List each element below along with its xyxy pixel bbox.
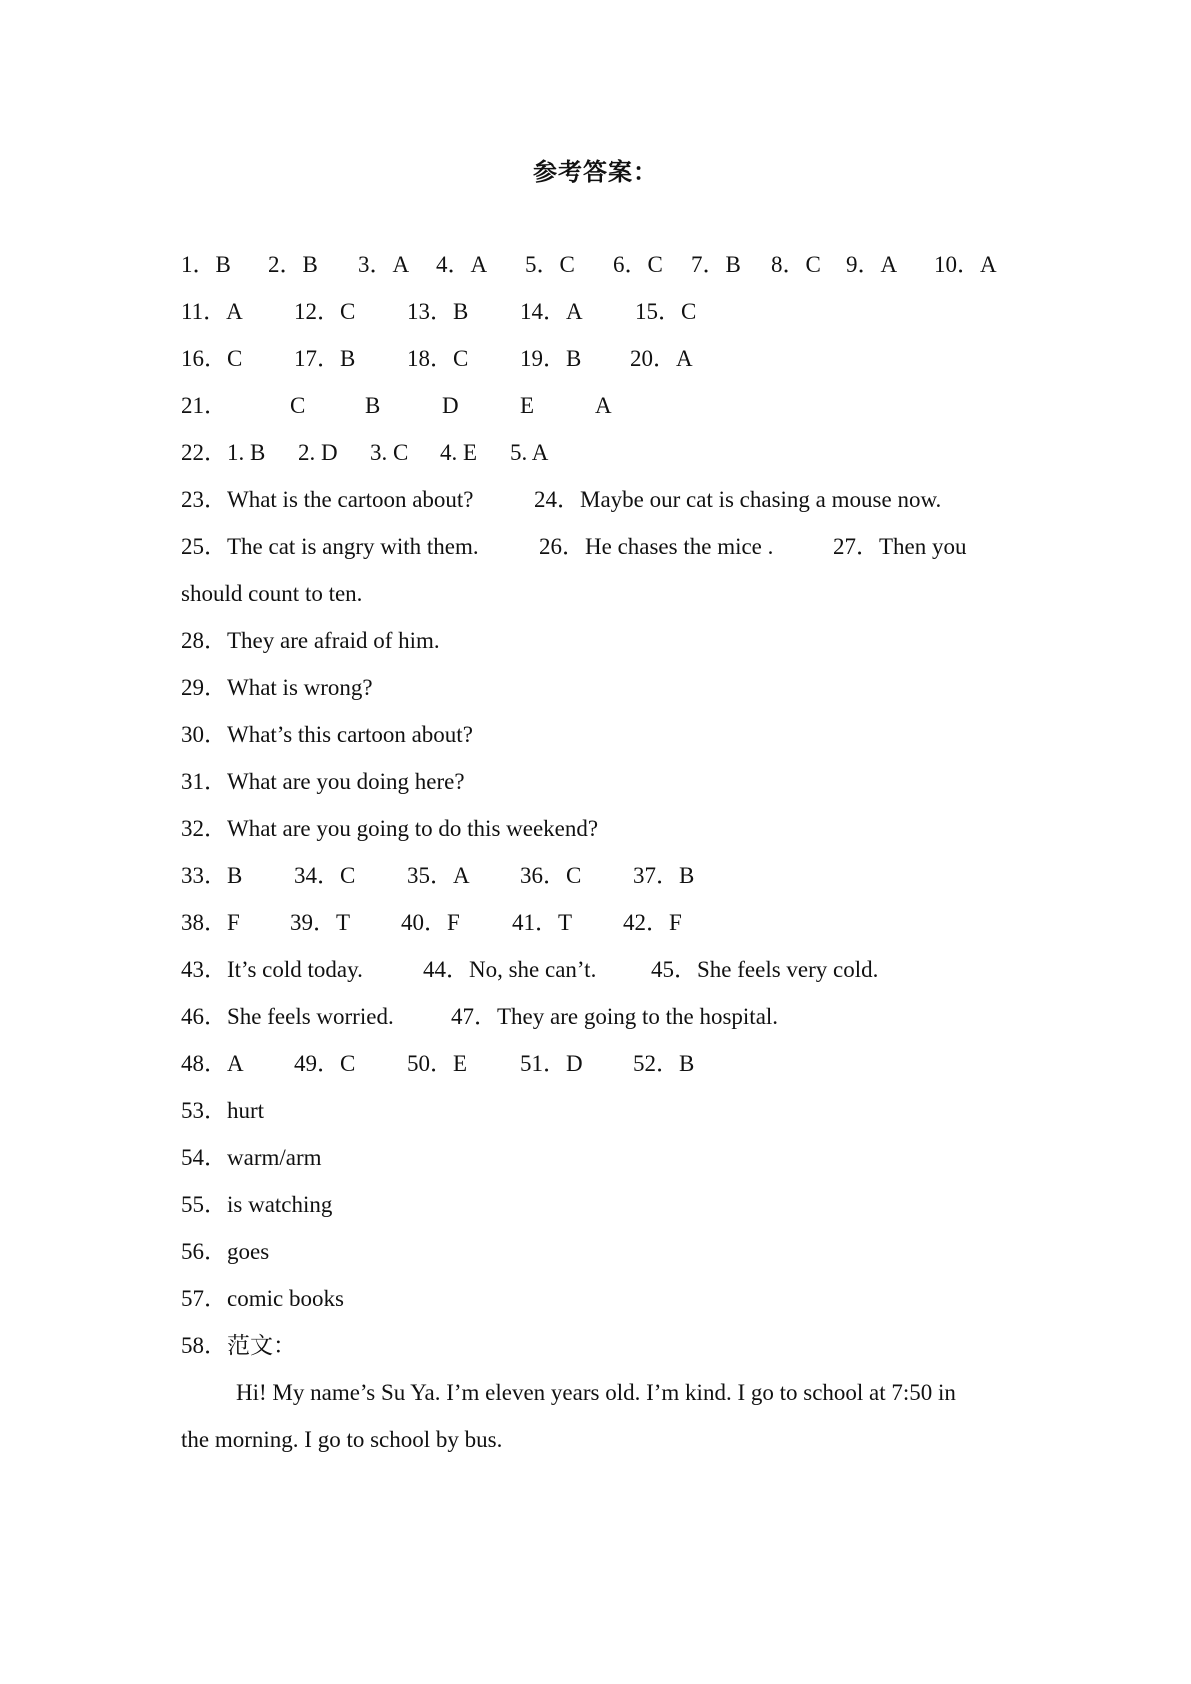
- answer-item: 41．T: [512, 910, 573, 935]
- answer-item: 32．What are you going to do this weekend?: [181, 816, 599, 841]
- answer-item: 43．It’s cold today.: [181, 957, 363, 982]
- answer-item: 46．She feels worried.: [181, 1004, 394, 1029]
- answer-item: 56．goes: [181, 1239, 270, 1264]
- answer-item: 23．What is the cartoon about?: [181, 487, 474, 512]
- answer-item: 18．C: [407, 346, 469, 371]
- answer-item: 5．C: [525, 252, 575, 277]
- answer-item: 55．is watching: [181, 1192, 333, 1217]
- essay-text: Hi! My name’s Su Ya. I’m eleven years old. I’m kind. I go to school at 7:50 in: [236, 1380, 956, 1405]
- answer-item: 57．comic books: [181, 1286, 344, 1311]
- answer-item: D: [442, 393, 459, 418]
- answer-item: 2．B: [268, 252, 318, 277]
- answer-item: 4. E: [440, 440, 478, 465]
- answer-item: 36．C: [520, 863, 582, 888]
- answer-item: 34．C: [294, 863, 356, 888]
- answer-item: 11．A: [181, 299, 243, 324]
- answer-item: 47．They are going to the hospital.: [451, 1004, 779, 1029]
- answer-item: 39．T: [290, 910, 351, 935]
- answer-item: 12．C: [294, 299, 356, 324]
- answer-item: 29．What is wrong?: [181, 675, 373, 700]
- answer-item: 19．B: [520, 346, 582, 371]
- answer-item: 45．She feels very cold.: [651, 957, 879, 982]
- answer-item: 5. A: [510, 440, 549, 465]
- essay-text: the morning. I go to school by bus.: [181, 1427, 503, 1452]
- answer-item: 8．C: [771, 252, 821, 277]
- answer-item: should count to ten.: [181, 581, 363, 606]
- answer-item: 26．He chases the mice .: [539, 534, 774, 559]
- answer-item: 28．They are afraid of him.: [181, 628, 440, 653]
- answer-item: 9．A: [846, 252, 898, 277]
- answer-item: 2. D: [298, 440, 338, 465]
- answer-item: 3. C: [370, 440, 409, 465]
- answer-item: 48．A: [181, 1051, 244, 1076]
- answer-item: 54．warm/arm: [181, 1145, 322, 1170]
- answer-item: 49．C: [294, 1051, 356, 1076]
- answer-item: 38．F: [181, 910, 240, 935]
- answer-item: 51．D: [520, 1051, 583, 1076]
- answer-item: 35．A: [407, 863, 470, 888]
- answer-item: C: [290, 393, 306, 418]
- answer-item: 58．范文：: [181, 1333, 296, 1358]
- answer-item: B: [365, 393, 381, 418]
- page-title: 参考答案：: [533, 158, 658, 186]
- answer-item: 25．The cat is angry with them.: [181, 534, 479, 559]
- answer-item: 27．Then you: [833, 534, 967, 559]
- answer-item: 14．A: [520, 299, 583, 324]
- answer-item: 1．B: [181, 252, 231, 277]
- answer-item: 40．F: [401, 910, 460, 935]
- answer-item: 50．E: [407, 1051, 468, 1076]
- answer-item: E: [520, 393, 535, 418]
- answer-item: 10．A: [934, 252, 997, 277]
- answer-item: 42．F: [623, 910, 682, 935]
- answer-item: 53．hurt: [181, 1098, 265, 1123]
- answer-item: 13．B: [407, 299, 469, 324]
- answer-item: 3．A: [358, 252, 410, 277]
- answer-item: 7．B: [691, 252, 741, 277]
- answer-item: 16．C: [181, 346, 243, 371]
- answer-item: 33．B: [181, 863, 243, 888]
- answer-item: 22．1. B: [181, 440, 266, 465]
- answer-item: 20．A: [630, 346, 693, 371]
- answer-item: 37．B: [633, 863, 695, 888]
- answer-item: 6．C: [613, 252, 663, 277]
- answer-item: 30．What’s this cartoon about?: [181, 722, 473, 747]
- answer-item: 44．No, she can’t.: [423, 957, 597, 982]
- answer-item: 21．: [181, 393, 227, 418]
- answer-item: 4．A: [436, 252, 488, 277]
- answer-item: 52．B: [633, 1051, 695, 1076]
- answer-item: 31．What are you doing here?: [181, 769, 465, 794]
- answer-item: 24．Maybe our cat is chasing a mouse now.: [534, 487, 942, 512]
- answer-item: 17．B: [294, 346, 356, 371]
- answer-item: A: [595, 393, 612, 418]
- answer-item: 15．C: [635, 299, 697, 324]
